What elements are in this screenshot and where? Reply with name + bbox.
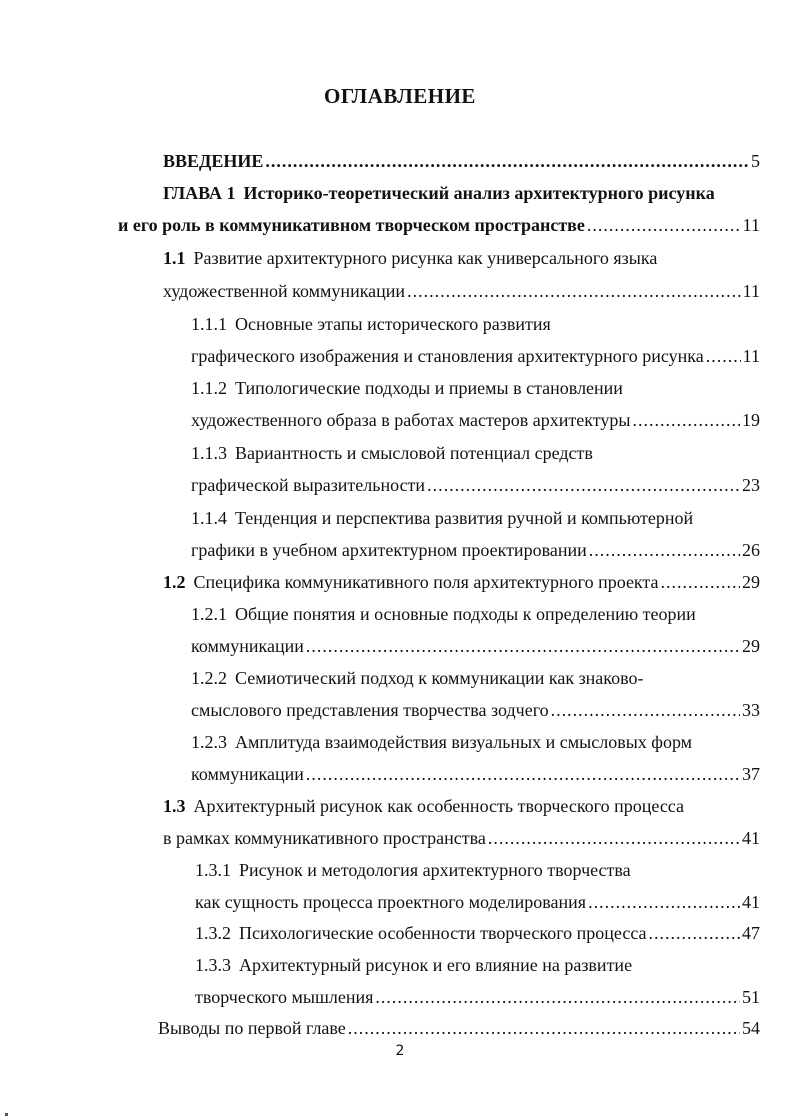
toc-entry-text: коммуникации: [191, 636, 304, 656]
toc-entry-number: 1.3.3: [195, 955, 231, 975]
toc-entry-1-3-2: [195, 923, 760, 944]
dot-leader: [589, 540, 740, 561]
toc-entry-text: Историко-теоретический анализ архитектурного рисунка: [243, 183, 715, 203]
toc-entry-number: 1.2.1: [191, 604, 227, 624]
toc-entry-text: Рисунок и методология архитектурного творчества: [239, 860, 631, 880]
toc-entry-1-3-1-cont: [195, 892, 760, 913]
dot-leader: [588, 892, 740, 913]
toc-entry-text: художественного образа в работах мастеров архитектуры: [191, 410, 631, 430]
toc-entry-text: Выводы по первой главе: [158, 1018, 346, 1038]
toc-entry-text: Общие понятия и основные подходы к определению теории: [235, 604, 696, 624]
toc-entry-1-1-4: [191, 508, 693, 529]
toc-entry-text: и его роль в коммуникативном творческом пространстве: [118, 215, 585, 235]
toc-page-number: 29: [742, 636, 760, 656]
toc-page-number: 41: [742, 828, 760, 848]
toc-entry-number: 1.1.4: [191, 508, 227, 528]
toc-entry-text: Архитектурный рисунок и его влияние на развитие: [239, 955, 633, 975]
toc-entry-number: 1.1.3: [191, 443, 227, 463]
toc-entry-text: Тенденция и перспектива развития ручной и компьютерной: [235, 508, 694, 528]
toc-page-number: 54: [742, 1018, 760, 1038]
toc-entry-1-3-3: [195, 955, 632, 976]
toc-page-number: 33: [742, 700, 760, 720]
toc-page-number: 26: [742, 540, 760, 560]
toc-entry-1-3-1: [195, 860, 631, 881]
toc-entry-chapter-1: [163, 183, 715, 204]
toc-entry-number: 1.2: [163, 572, 186, 592]
dot-leader: [306, 636, 740, 657]
toc-entry-text: Архитектурный рисунок как особенность творческого процесса: [193, 796, 685, 816]
toc-entry-1-3-3-cont: [195, 987, 760, 1008]
toc-entry-1-1-2-cont: [191, 410, 760, 431]
dot-leader: [706, 346, 741, 367]
toc-page-number: 51: [742, 987, 760, 1007]
toc-entry-1-1-cont: [163, 281, 760, 302]
toc-page-number: 5: [751, 151, 760, 171]
toc-entry-text: графического изображения и становления архитектурного рисунка: [191, 346, 704, 366]
toc-entry-text: Развитие архитектурного рисунка как универсального языка: [193, 248, 658, 268]
toc-entry-text: ВВЕДЕНИЕ: [163, 151, 264, 171]
toc-entry-number: ГЛАВА 1: [163, 183, 236, 203]
toc-page-number: 41: [742, 892, 760, 912]
toc-entry-1-2: [163, 572, 760, 593]
toc-entry-text: Семиотический подход к коммуникации как знаково-: [235, 668, 644, 688]
toc-entry-1-2-1-cont: [191, 636, 760, 657]
dot-leader: [407, 281, 741, 302]
scan-speck: [5, 1113, 8, 1116]
toc-entry-text: графики в учебном архитектурном проектировании: [191, 540, 587, 560]
toc-entry-number: 1.2.2: [191, 668, 227, 688]
toc-entry-text: Типологические подходы и приемы в становлении: [235, 378, 623, 398]
toc-page-number: 11: [742, 346, 760, 366]
toc-entry-1-2-3-cont: [191, 764, 760, 785]
toc-page-number: 19: [742, 410, 760, 430]
toc-entry-text: коммуникации: [191, 764, 304, 784]
toc-entry-number: 1.3.2: [195, 923, 231, 943]
toc-entry-text: художественной коммуникации: [163, 281, 406, 301]
toc-entry-text: Амплитуда взаимодействия визуальных и смысловых форм: [235, 732, 693, 752]
dot-leader: [265, 151, 749, 172]
dot-leader: [587, 215, 741, 236]
toc-entry-1-1: [163, 248, 657, 269]
toc-entry-1-1-3-cont: [191, 475, 760, 496]
toc-entry-introduction: [163, 151, 760, 172]
toc-entry-1-1-1-cont: [191, 346, 760, 367]
toc-entry-1-2-2: [191, 668, 644, 689]
toc-entry-1-1-1: [191, 314, 551, 335]
toc-entry-text: творческого мышления: [195, 987, 374, 1007]
dot-leader: [427, 475, 740, 496]
toc-entry-1-2-3: [191, 732, 692, 753]
toc-entry-number: 1.2.3: [191, 732, 227, 752]
toc-entry-text: графической выразительности: [191, 475, 426, 495]
dot-leader: [633, 410, 740, 431]
dot-leader: [306, 764, 740, 785]
toc-entry-1-3-cont: [163, 828, 760, 849]
dot-leader: [488, 828, 740, 849]
toc-entry-text: как сущность процесса проектного моделирования: [195, 892, 587, 912]
toc-entry-text: в рамках коммуникативного пространства: [163, 828, 486, 848]
page-title: ОГЛАВЛЕНИЕ: [324, 84, 476, 108]
toc-entry-chapter-1-cont: [118, 215, 760, 236]
page-number: 2: [395, 1043, 405, 1059]
toc-entry-1-1-2: [191, 378, 623, 399]
toc-entry-text: Вариантность и смысловой потенциал средств: [235, 443, 593, 463]
toc-page-number: 29: [742, 572, 760, 592]
toc-entry-text: Специфика коммуникативного поля архитектурного проекта: [193, 572, 659, 592]
toc-entry-number: 1.1.2: [191, 378, 227, 398]
toc-entry-conclusions: [158, 1018, 760, 1039]
toc-entry-text: смыслового представления творчества зодчего: [191, 700, 549, 720]
toc-entry-number: 1.1.1: [191, 314, 227, 334]
toc-entry-number: 1.3.1: [195, 860, 231, 880]
toc-entry-1-1-3: [191, 443, 593, 464]
dot-leader: [348, 1018, 740, 1039]
toc-page-number: 47: [742, 923, 760, 943]
toc-page-number: 23: [742, 475, 760, 495]
toc-entry-1-3: [163, 796, 684, 817]
dot-leader: [661, 572, 740, 593]
toc-entry-number: 1.1: [163, 248, 186, 268]
toc-entry-1-2-2-cont: [191, 700, 760, 721]
toc-entry-text: Психологические особенности творческого процесса: [239, 923, 647, 943]
toc-entry-text: Основные этапы исторического развития: [235, 314, 551, 334]
dot-leader: [649, 923, 740, 944]
toc-entry-1-2-1: [191, 604, 696, 625]
toc-page-number: 11: [742, 215, 760, 235]
dot-leader: [551, 700, 740, 721]
toc-entry-1-1-4-cont: [191, 540, 760, 561]
toc-page-number: 37: [742, 764, 760, 784]
toc-entry-number: 1.3: [163, 796, 186, 816]
dot-leader: [375, 987, 740, 1008]
toc-page-number: 11: [742, 281, 760, 301]
